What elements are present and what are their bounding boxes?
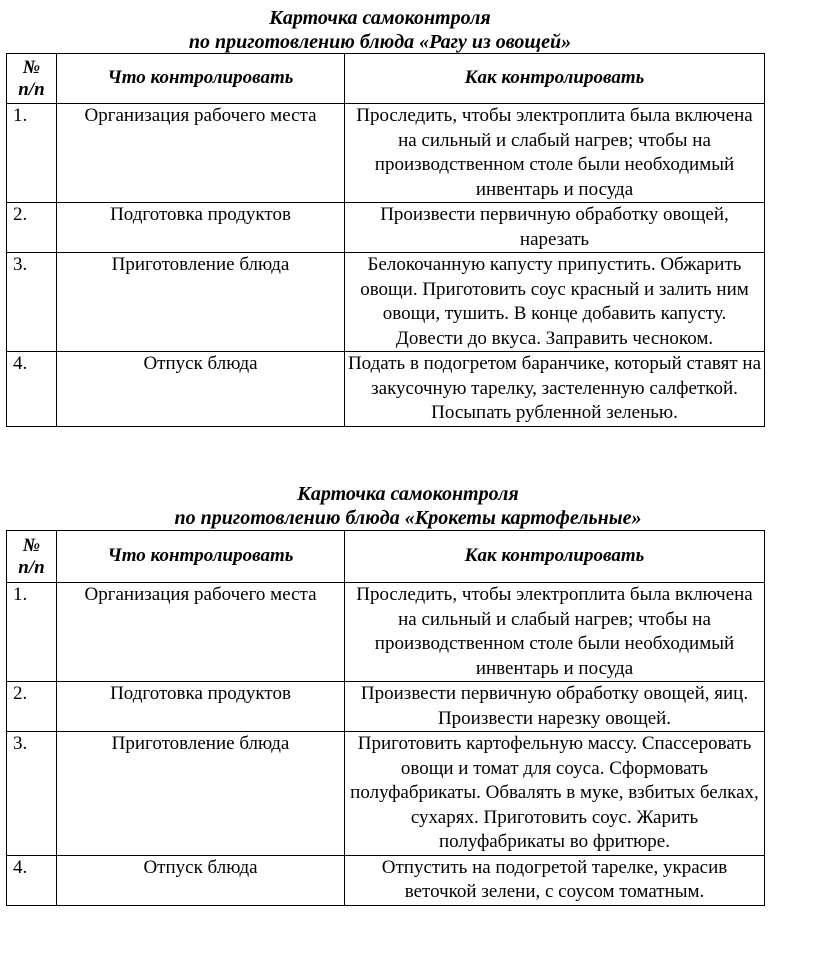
row-num: 2. <box>7 203 57 253</box>
header-what: Что контролировать <box>57 54 345 104</box>
card1-title-line2: по приготовлению блюда «Рагу из овощей» <box>188 31 572 53</box>
header-num <box>7 531 57 583</box>
row-what: Организация рабочего места <box>57 104 345 203</box>
header-how: Как контролировать <box>345 531 765 583</box>
row-num: 1. <box>7 583 57 682</box>
header-num <box>7 54 57 104</box>
table-header-row <box>7 531 765 583</box>
card2-table <box>6 530 765 906</box>
row-how: Проследить, чтобы электроплита была включена на сильный и слабый нагрев; чтобы на производственном столе были необходимый инвентарь и посуда <box>345 583 765 682</box>
card1-title-line1: Карточка самоконтроля <box>269 7 491 29</box>
row-num: 3. <box>7 732 57 856</box>
header-num-symbol: № <box>22 534 41 556</box>
row-how: Подать в подогретом баранчике, который ставят на закусочную тарелку, застеленную салфеткой. Посыпать рубленной зеленью. <box>345 352 765 427</box>
table-row <box>7 855 765 905</box>
row-num: 2. <box>7 682 57 732</box>
row-num: 4. <box>7 855 57 905</box>
row-how: Произвести первичную обработку овощей, яиц. Произвести нарезку овощей. <box>345 682 765 732</box>
row-how: Белокочанную капусту припустить. Обжарить овощи. Приготовить соус красный и залить ним овощи, тушить. В конце добавить капусту. Довести до вкуса. Заправить чесноком. <box>345 253 765 352</box>
row-how: Проследить, чтобы электроплита была включена на сильный и слабый нагрев; чтобы на производственном столе были необходимый инвентарь и посуда <box>345 104 765 203</box>
table-row <box>7 104 765 203</box>
row-what: Подготовка продуктов <box>57 203 345 253</box>
card2-title-line1: Карточка самоконтроля <box>297 483 519 505</box>
table-row <box>7 352 765 427</box>
table-row <box>7 682 765 732</box>
row-what: Приготовление блюда <box>57 253 345 352</box>
table-row <box>7 732 765 856</box>
row-num: 3. <box>7 253 57 352</box>
row-num: 4. <box>7 352 57 427</box>
row-how: Отпустить на подогретой тарелке, украсив веточкой зелени, с соусом томатным. <box>345 855 765 905</box>
header-how: Как контролировать <box>345 54 765 104</box>
card2-title <box>0 482 816 530</box>
table-row <box>7 253 765 352</box>
table-row <box>7 583 765 682</box>
header-num-label: п/п <box>18 556 45 578</box>
header-num-symbol: № <box>22 56 41 78</box>
row-num: 1. <box>7 104 57 203</box>
row-what: Отпуск блюда <box>57 352 345 427</box>
card1-title <box>0 6 760 54</box>
table-row <box>7 203 765 253</box>
header-what: Что контролировать <box>57 531 345 583</box>
table-header-row <box>7 54 765 104</box>
header-num-label: п/п <box>18 78 45 100</box>
row-how: Приготовить картофельную массу. Спассеровать овощи и томат для соуса. Сформовать полуфабрикаты. Обвалять в муке, взбитых белках, сухарях. Приготовить соус. Жарить полуфабрикаты во фритюре. <box>345 732 765 856</box>
card2-title-line2: по приготовлению блюда «Крокеты картофельные» <box>174 507 642 529</box>
row-what: Подготовка продуктов <box>57 682 345 732</box>
card1-table <box>6 53 765 427</box>
row-what: Отпуск блюда <box>57 855 345 905</box>
row-what: Организация рабочего места <box>57 583 345 682</box>
row-what: Приготовление блюда <box>57 732 345 856</box>
row-how: Произвести первичную обработку овощей, нарезать <box>345 203 765 253</box>
